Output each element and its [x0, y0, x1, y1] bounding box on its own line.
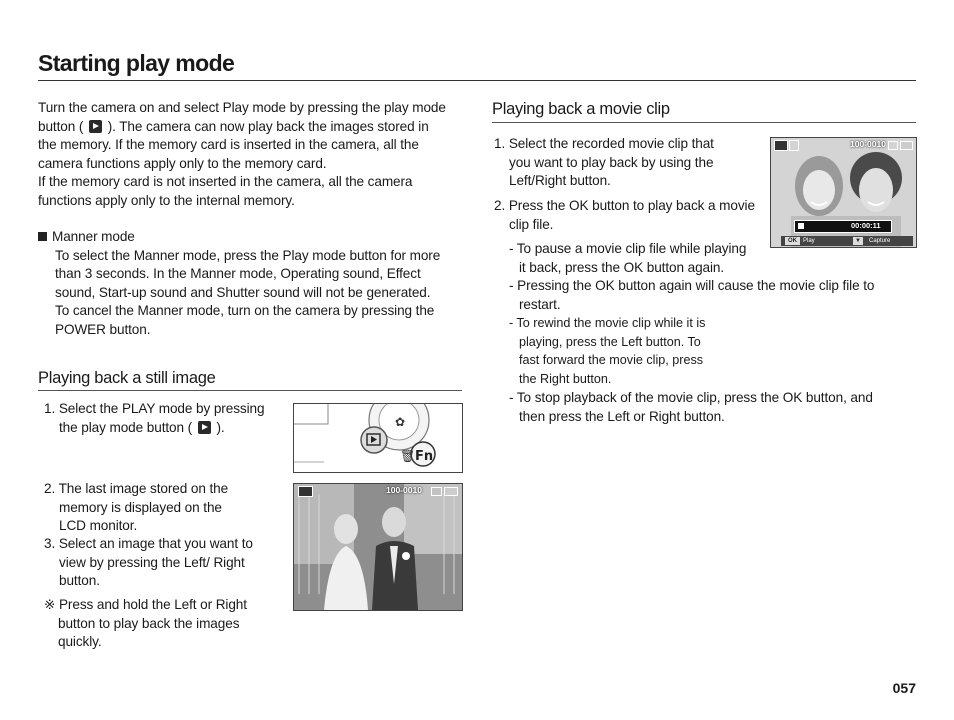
- still-note-line: quickly.: [58, 634, 102, 650]
- pause-icon: [798, 223, 804, 229]
- lcd-elapsed-time: 00:00:11: [851, 221, 881, 230]
- intro-line: If the memory card is not inserted in the camera, all the camera: [38, 174, 413, 190]
- still-note-line: ※ Press and hold the Left or Right: [44, 597, 247, 612]
- title-rule: [38, 80, 916, 81]
- manner-line: To select the Manner mode, press the Play mode button for more: [55, 247, 441, 263]
- lcd-file-counter: 100-0010: [850, 139, 886, 149]
- manner-line: POWER button.: [55, 321, 151, 337]
- movie-bullet-line: - To stop playback of the movie clip, press the OK button, and: [509, 390, 873, 405]
- movie-progress-bar: [794, 220, 892, 233]
- lcd-status-bar: [294, 484, 462, 498]
- movie-bullet-line: the Right button.: [519, 371, 612, 386]
- wedding-photo-drawing: [294, 484, 462, 610]
- square-bullet-icon: [38, 232, 47, 241]
- movie-step-1: [494, 135, 764, 191]
- movie-bullet-line: fast forward the movie clip, press: [519, 353, 704, 368]
- page-title: Starting play mode: [38, 50, 235, 76]
- movie-bullet-3: [509, 314, 739, 388]
- lcd-ok-key: OK: [785, 237, 800, 245]
- battery-icon: [444, 487, 458, 496]
- still-step-2: [44, 480, 284, 536]
- memory-card-icon: [431, 487, 442, 496]
- still-step3-line: 3. Select an image that you want to: [44, 536, 253, 551]
- still-step1-line: 1. Select the PLAY mode by pressing: [44, 401, 265, 416]
- movie-bullet-line: it back, press the OK button again.: [519, 259, 725, 275]
- movie-step2-line: 2. Press the OK button to play back a movie: [494, 198, 755, 213]
- play-mode-icon: [89, 120, 102, 133]
- still-image-photo: [293, 483, 463, 611]
- manner-mode-section: [38, 228, 468, 340]
- page-number: 057: [892, 680, 916, 696]
- still-note: [44, 596, 284, 652]
- still-step2-line: LCD monitor.: [59, 518, 138, 534]
- movie-step2-line: clip file.: [509, 216, 554, 232]
- intro-line: functions apply only to the internal memory.: [38, 192, 295, 208]
- movie-bullet-line: playing, press the Left button. To: [519, 334, 701, 349]
- movie-step1-line: you want to play back by using the: [509, 154, 714, 170]
- movie-bullet-2: [509, 277, 904, 314]
- movie-bullet-4: [509, 389, 904, 426]
- intro-line: Turn the camera on and select Play mode by pressing the play mode: [38, 100, 446, 115]
- movie-bullet-line: restart.: [519, 296, 561, 312]
- movie-bullet-line: - To rewind the movie clip while it is: [509, 316, 706, 330]
- intro-paragraph: [38, 99, 468, 211]
- still-step1-line: ).: [216, 419, 225, 435]
- play-mode-icon: [198, 421, 211, 434]
- intro-line: camera functions apply only to the memory card.: [38, 155, 327, 171]
- movie-bullet-line: - To pause a movie clip file while playing: [509, 241, 747, 256]
- svg-text:Fn: Fn: [415, 449, 434, 464]
- still-step3-line: button.: [59, 573, 100, 589]
- manner-heading-text: Manner mode: [52, 229, 135, 244]
- manner-line: To cancel the Manner mode, turn on the camera by pressing the: [55, 303, 435, 319]
- still-step-3: [44, 535, 284, 591]
- movie-bullet-line: - Pressing the OK button again will cause the movie clip file to: [509, 278, 875, 293]
- play-mode-icon: [774, 140, 788, 151]
- play-mode-icon: [298, 486, 313, 497]
- still-step-1: [44, 400, 284, 437]
- still-step1-line: the play mode button (: [59, 419, 193, 435]
- still-heading-rule: [38, 390, 462, 391]
- intro-line: the memory. If the memory card is inserted in the camera, all the: [38, 137, 419, 153]
- camera-back-drawing: [294, 404, 462, 472]
- intro-line-text: ). The camera can now play back the images stored in: [107, 118, 429, 134]
- down-arrow-icon: ▼: [853, 237, 863, 245]
- still-step2-line: 2. The last image stored on the: [44, 481, 229, 496]
- movie-step-2: [494, 197, 769, 234]
- intro-line: [38, 118, 468, 137]
- movie-bullet-line: then press the Left or Right button.: [519, 408, 725, 424]
- intro-button-prefix: button (: [38, 118, 84, 134]
- manner-heading: [38, 228, 468, 247]
- manner-line: sound, Start-up sound and Shutter sound will not be generated.: [55, 284, 431, 300]
- movie-lcd-status-bar: [771, 138, 916, 152]
- battery-icon: [900, 141, 913, 150]
- lcd-bottom-bar: [781, 236, 913, 246]
- svg-text:✿: ✿: [395, 415, 406, 429]
- movie-heading: Playing back a movie clip: [492, 100, 670, 118]
- lcd-capture-label: Capture: [869, 238, 891, 244]
- lcd-file-counter: 100-0010: [386, 485, 422, 495]
- still-note-line: button to play back the images: [58, 615, 240, 631]
- svg-text:🗑: 🗑: [400, 449, 416, 463]
- movie-heading-rule: [492, 122, 916, 123]
- manner-line: than 3 seconds. In the Manner mode, Operating sound, Effect: [55, 266, 421, 282]
- camera-buttons-illustration: [293, 403, 463, 473]
- movie-clip-photo: [770, 137, 917, 248]
- movie-step1-line: Left/Right button.: [509, 173, 611, 189]
- lcd-play-label: Play: [803, 238, 815, 244]
- still-step2-line: memory is displayed on the: [59, 499, 222, 515]
- still-heading: Playing back a still image: [38, 369, 216, 387]
- movie-icon: [789, 140, 799, 151]
- movie-step1-line: 1. Select the recorded movie clip that: [494, 136, 714, 151]
- memory-card-icon: [888, 141, 898, 150]
- still-step3-line: view by pressing the Left/ Right: [59, 554, 245, 570]
